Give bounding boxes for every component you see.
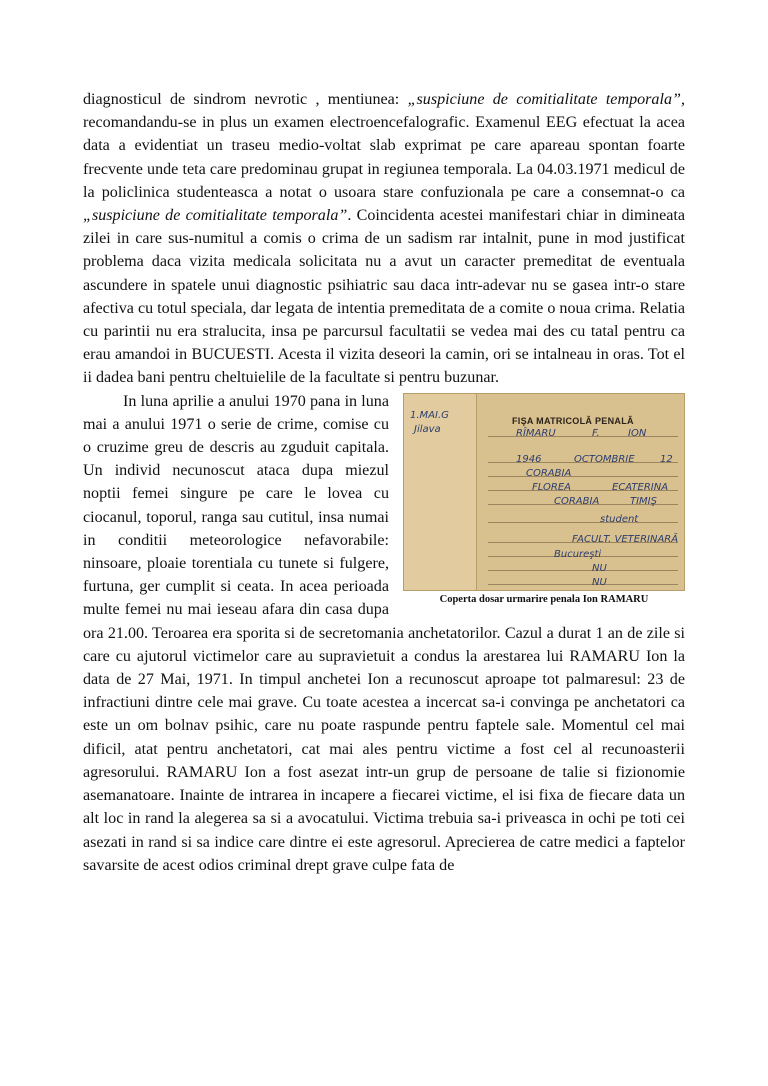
card-handwriting-name: RÎMARU [516,427,556,439]
card-handwriting-left-mid: Jilava [414,423,441,435]
document-page [83,88,685,877]
paragraph-2: In luna aprilie a anului 1970 pana in luna mai a anului 1971 o serie de crime, comise cu o cruzime greu de descris au zguduit capitala. Un individ necunoscut ataca dupa miezul noptii femei singure pe care le lovea cu ciocanul, toporul, ranga sau cutitul, insa numai in conditii meteorologice nefavorabile: ninsoare, ploaie torentiala cu tunete si fulgere, furtuna, ger cumplit si ceata. In acea perioada multe femei nu mai ieseau afara din casa dupa ora 21.00. Teroarea era sporita si de secretomania anchetatorilor. Cazul a durat 1 an de zile si care cu ajutorul victimelor care au supravietuit a condus la arestarea lui RAMARU Ion la data de 27 Mai, 1971. In timpul anchetei Ion a recunoscut aproape tot palmaresul: 23 de infractiuni dintre cele mai grave. Cu toate acestea a incercat sa-i convinga pe anchetatori ca este un om bolnav psihic, care nu poate raspunde pentru faptele sale. Momentul cel mai dificil, atat pentru anchetatori, cat mai ales pentru victime a fost cel al recunoasterii agresorului. RAMARU Ion a fost asezat intr-un grup de persoane de talie si fizionomie asemanatoare. Inainte de intrarea in incapere a fiecarei victime, el isi fixa de fiecare data un alt loc in rand la alegerea sa si a avocatului. Victima trebuia sa-i priveasca in ochi pe toti cei asezati in rand si sa indice care dintre ei este agresorul. Aprecierea de catre medici a faptelor savarsite de acest odios criminal drept grave culpe fata de [83,392,685,874]
card-title: FIŞA MATRICOLĂ PENALĂ [512,415,634,426]
card-handwriting-city: Bucureşti [554,548,602,560]
card-handwriting-birth-month: OCTOMBRIE [574,453,635,465]
paragraph-1-part-c: , recomandandu-se in plus un examen electroencefalografic. Examenul EEG efectuat la acea data a evidentiat un traseu medio-voltat slab exprimat pe care apareau spontan foarte frecvente unde teta care predominau grupat in regiunea temporala. La 04.03.1971 medicul de la policlinica studenteasca a notat o usoara stare confuzionala pe care a consemnat-o ca [83,91,685,201]
card-handwriting-father: FLOREA [532,481,571,493]
card-line [488,584,678,585]
card-handwriting-domicile-county: TIMIŞ [630,495,657,507]
quote-suspicion-1: „suspiciune de comitialitate temporala” [407,91,681,108]
figure-caption: Coperta dosar urmarire penala Ion RAMARU [439,593,649,605]
card-handwriting-first-name: ION [628,427,647,439]
card-handwriting-birth-place: CORABIA [526,467,572,479]
quote-suspicion-2: „suspiciune de comitialitate temporala” [83,207,348,225]
card-handwriting-initial: F. [592,427,600,439]
figure-penal-record [403,393,685,607]
card-line [488,522,678,523]
card-handwriting-school: FACULT. VETERINARĂ [572,533,679,545]
card-handwriting-left-top: 1.MAI.G [410,409,449,421]
paragraph-1-part-e: . Coincidenta acestei manifestari chiar in dimineata zilei in care sus-numitul a comis o crima de un sadism rar intalnit, pune in mod justificat problema daca vizita medicala solicitata nu a avut un caracter premeditat de eventuala ascundere in spatele unui diagnostic psihiatric sau daca intr-adevar nu se gasea intr-o stare afectiva cu totul speciala, dar legata de intentia premeditata de a comite o noua crima. Relatia cu parintii nu era stralucita, insa pe parcursul facultatii se vedea mai des cu tatal pentru ca erau amandoi in BUCUESTI. Acesta il vizita deseori la camin, ori se intalneau in oras. Tot el ii dadea bani pentru cheltuielile de la facultate si pentru buzunar. [83,207,685,387]
card-line [488,570,678,571]
card-handwriting-no-1: NU [592,562,607,574]
card-handwriting-no-2: NU [592,576,607,588]
card-handwriting-domicile-city: CORABIA [554,495,600,507]
card-handwriting-occupation: student [600,513,639,525]
card-handwriting-birth-year: 1946 [516,453,542,465]
penal-record-card-image [403,393,685,591]
card-handwriting-mother: ECATERINA [612,481,669,493]
paragraph-1 [83,88,685,390]
card-handwriting-birth-day: 12 [660,453,673,465]
paragraph-1-part-a: diagnosticul de sindrom nevrotic , mentiunea: [83,91,408,108]
